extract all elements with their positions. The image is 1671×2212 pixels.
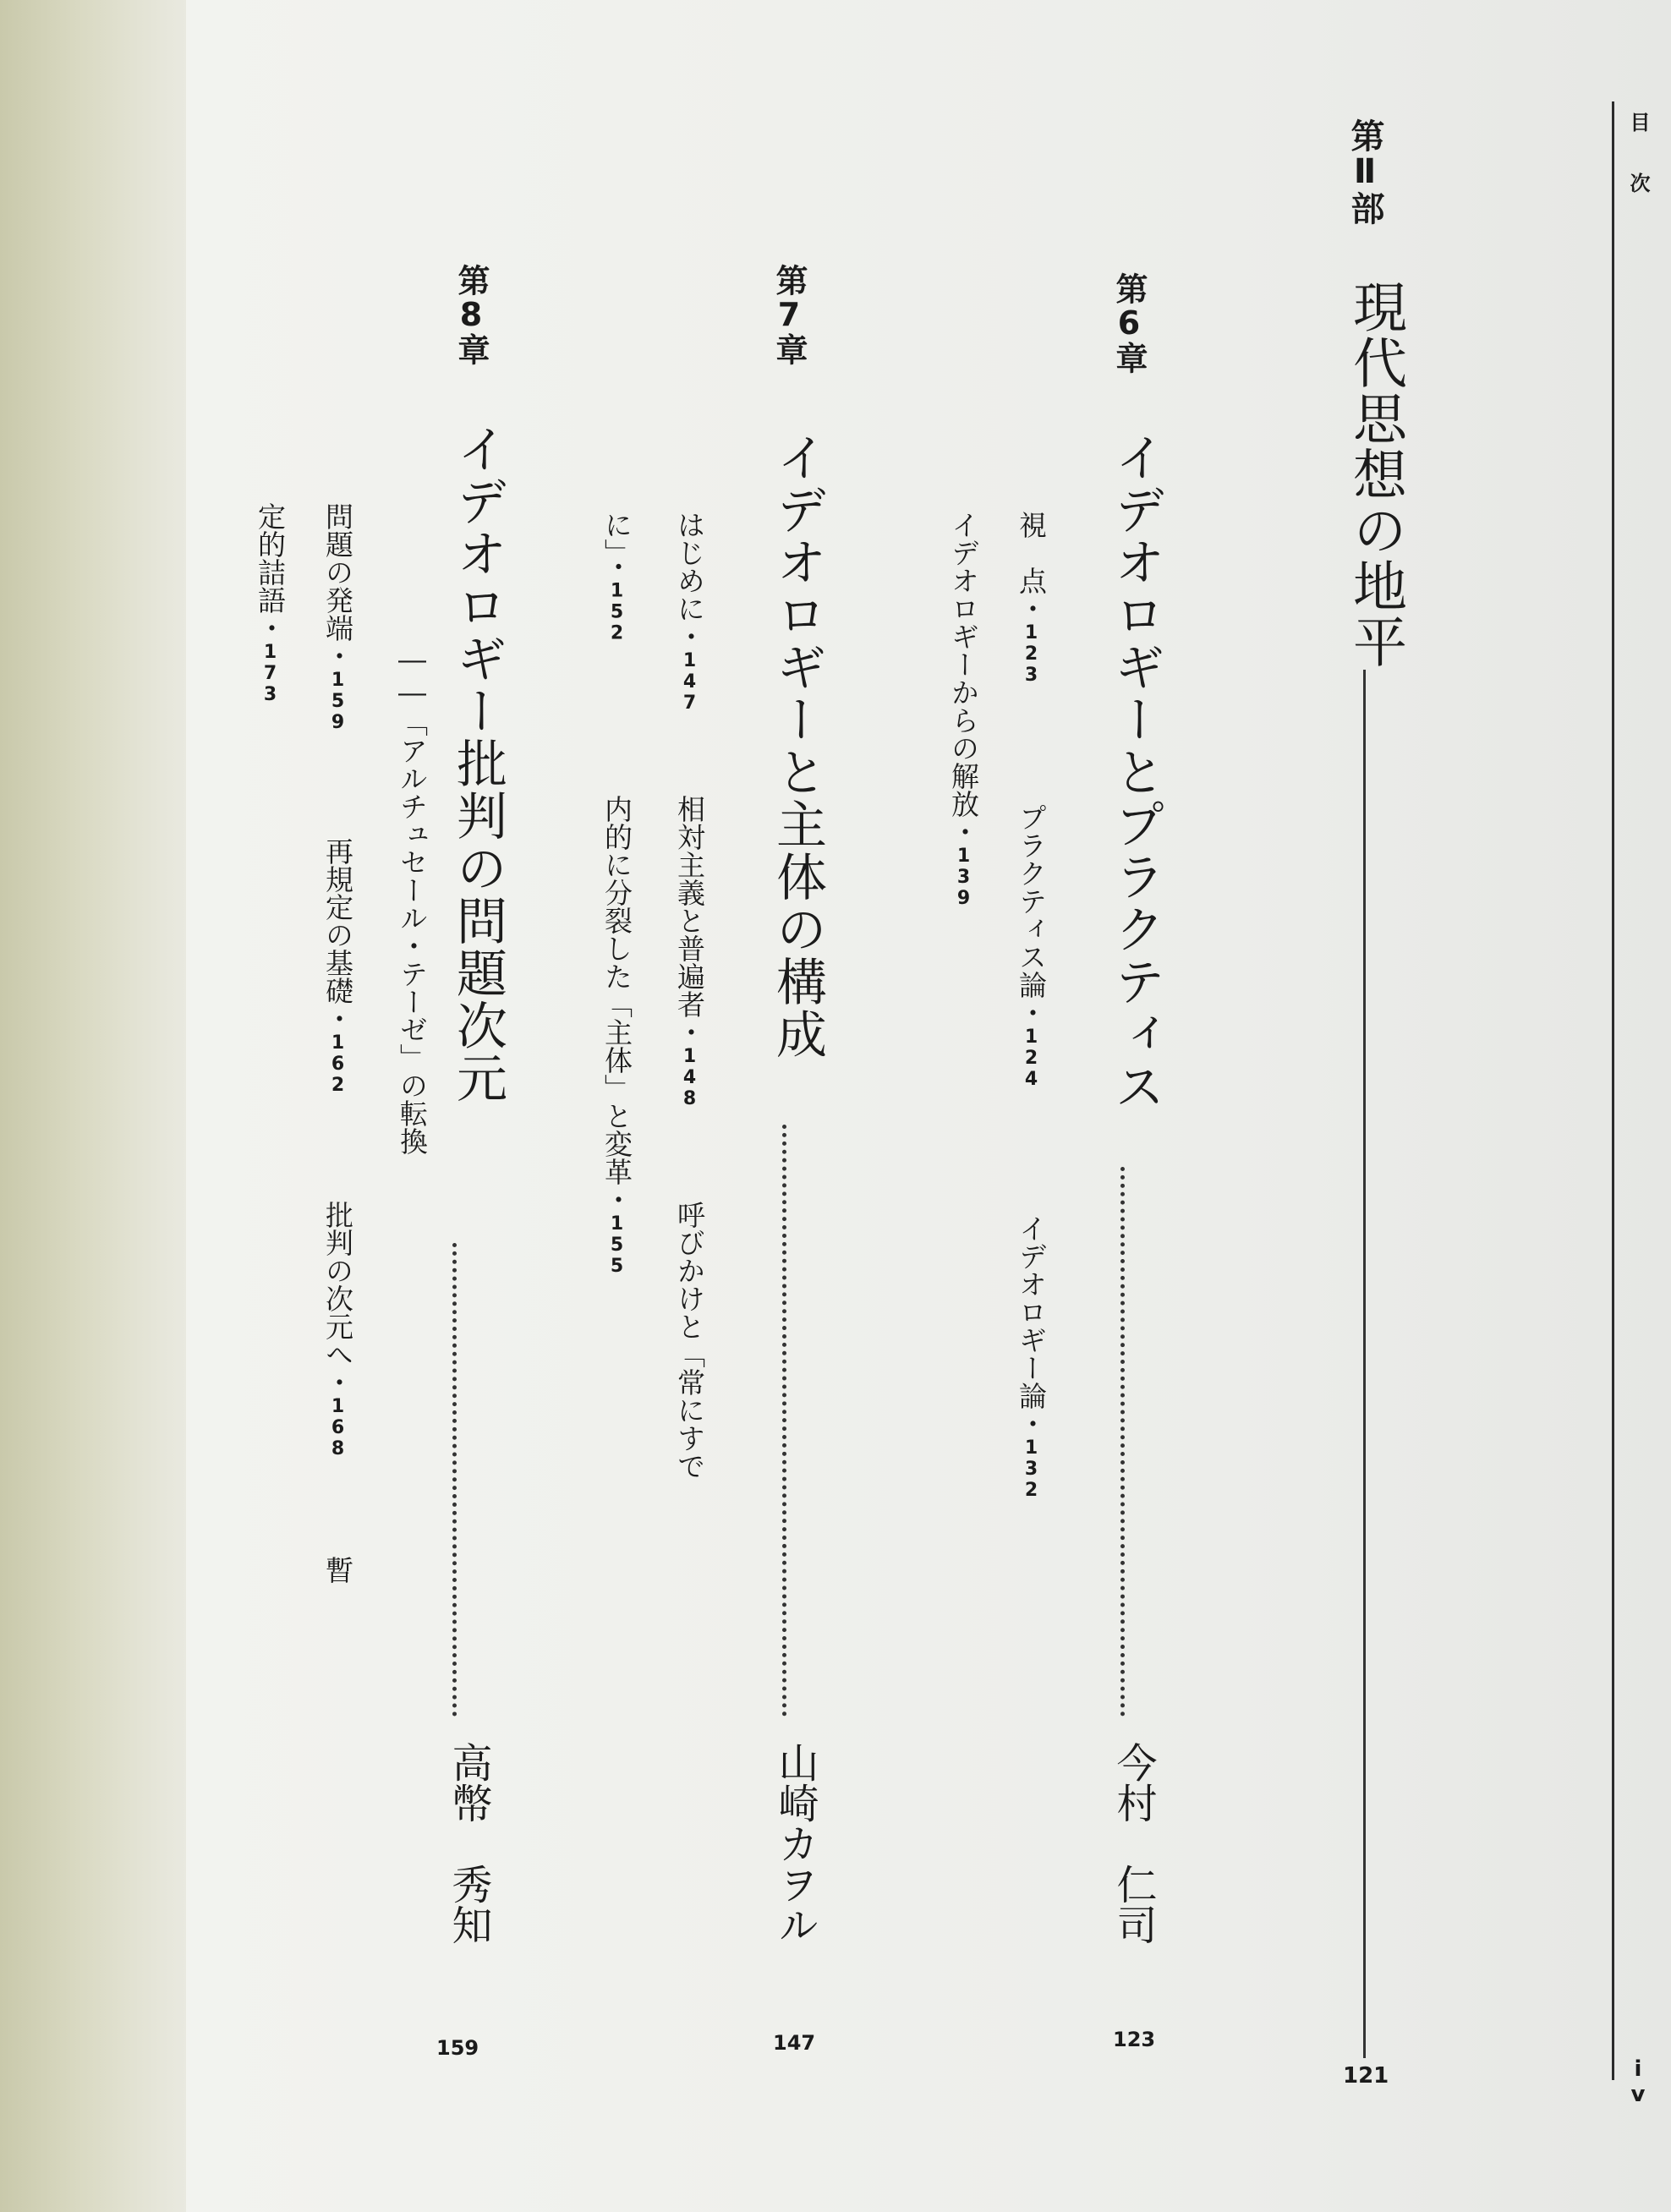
section-practice-theory: プラクティス論・124 <box>1015 803 1048 1090</box>
running-head-rule <box>1612 101 1614 2080</box>
part-title: 現代思想の地平 <box>1344 279 1406 670</box>
part-title-rule <box>1363 670 1366 2058</box>
chapter-7-label: 第7章 <box>770 264 808 365</box>
section-divided-subject: 内的に分裂した「主体」と変革・155 <box>600 795 633 1277</box>
chapter-6-page: 123 <box>1113 2028 1156 2051</box>
section-liberation: イデオロギーからの解放・139 <box>947 511 980 909</box>
chapter-7-author: 山崎カヲル <box>771 1742 819 1945</box>
section-provisional-line1: 暫 <box>321 1556 354 1584</box>
section-interpellation-line2: に」・152 <box>600 511 633 644</box>
section-redefinition: 再規定の基礎・162 <box>321 837 354 1096</box>
section-relativism: 相対主義と普遍者・148 <box>673 795 706 1109</box>
part-page-number: 121 <box>1343 2063 1389 2089</box>
section-interpellation-line1: 呼びかけと「常にすで <box>673 1201 706 1480</box>
chapter-8-author: 高幣 秀知 <box>445 1742 492 1945</box>
chapter-8-label: 第8章 <box>452 264 490 365</box>
section-provisional-line2: 定的詰語・173 <box>254 502 287 705</box>
page-folio: iv <box>1625 2056 1651 2107</box>
chapter-8-page: 159 <box>436 2036 479 2060</box>
section-problem-origin: 問題の発端・159 <box>321 502 354 733</box>
chapter-8-title: イデオロギー批判の問題次元 <box>448 423 507 1104</box>
section-ideology-theory: イデオロギー論・132 <box>1015 1214 1048 1501</box>
chapter-7-title: イデオロギーと主体の構成 <box>768 431 827 1060</box>
chapter-8-subtitle: ――「アルチュセール・テーゼ」の転換 <box>396 643 429 1155</box>
section-introduction: はじめに・147 <box>673 511 706 714</box>
chapter-6-author: 今村 仁司 <box>1109 1742 1157 1945</box>
chapter-6-title: イデオロギーとプラクティス <box>1106 431 1165 1113</box>
chapter-6-leader-dots <box>1120 1167 1125 1716</box>
chapter-8-leader-dots <box>452 1243 457 1716</box>
running-head-title: 目次 <box>1626 112 1650 233</box>
part-label: 第Ⅱ部 <box>1345 118 1384 225</box>
chapter-7-leader-dots <box>782 1125 786 1716</box>
chapter-7-page: 147 <box>773 2031 816 2055</box>
section-critique-dimension: 批判の次元へ・168 <box>321 1201 354 1459</box>
section-viewpoint: 視 点・123 <box>1015 511 1048 686</box>
book-gutter-shadow <box>0 0 194 2212</box>
chapter-6-label: 第6章 <box>1110 272 1148 374</box>
